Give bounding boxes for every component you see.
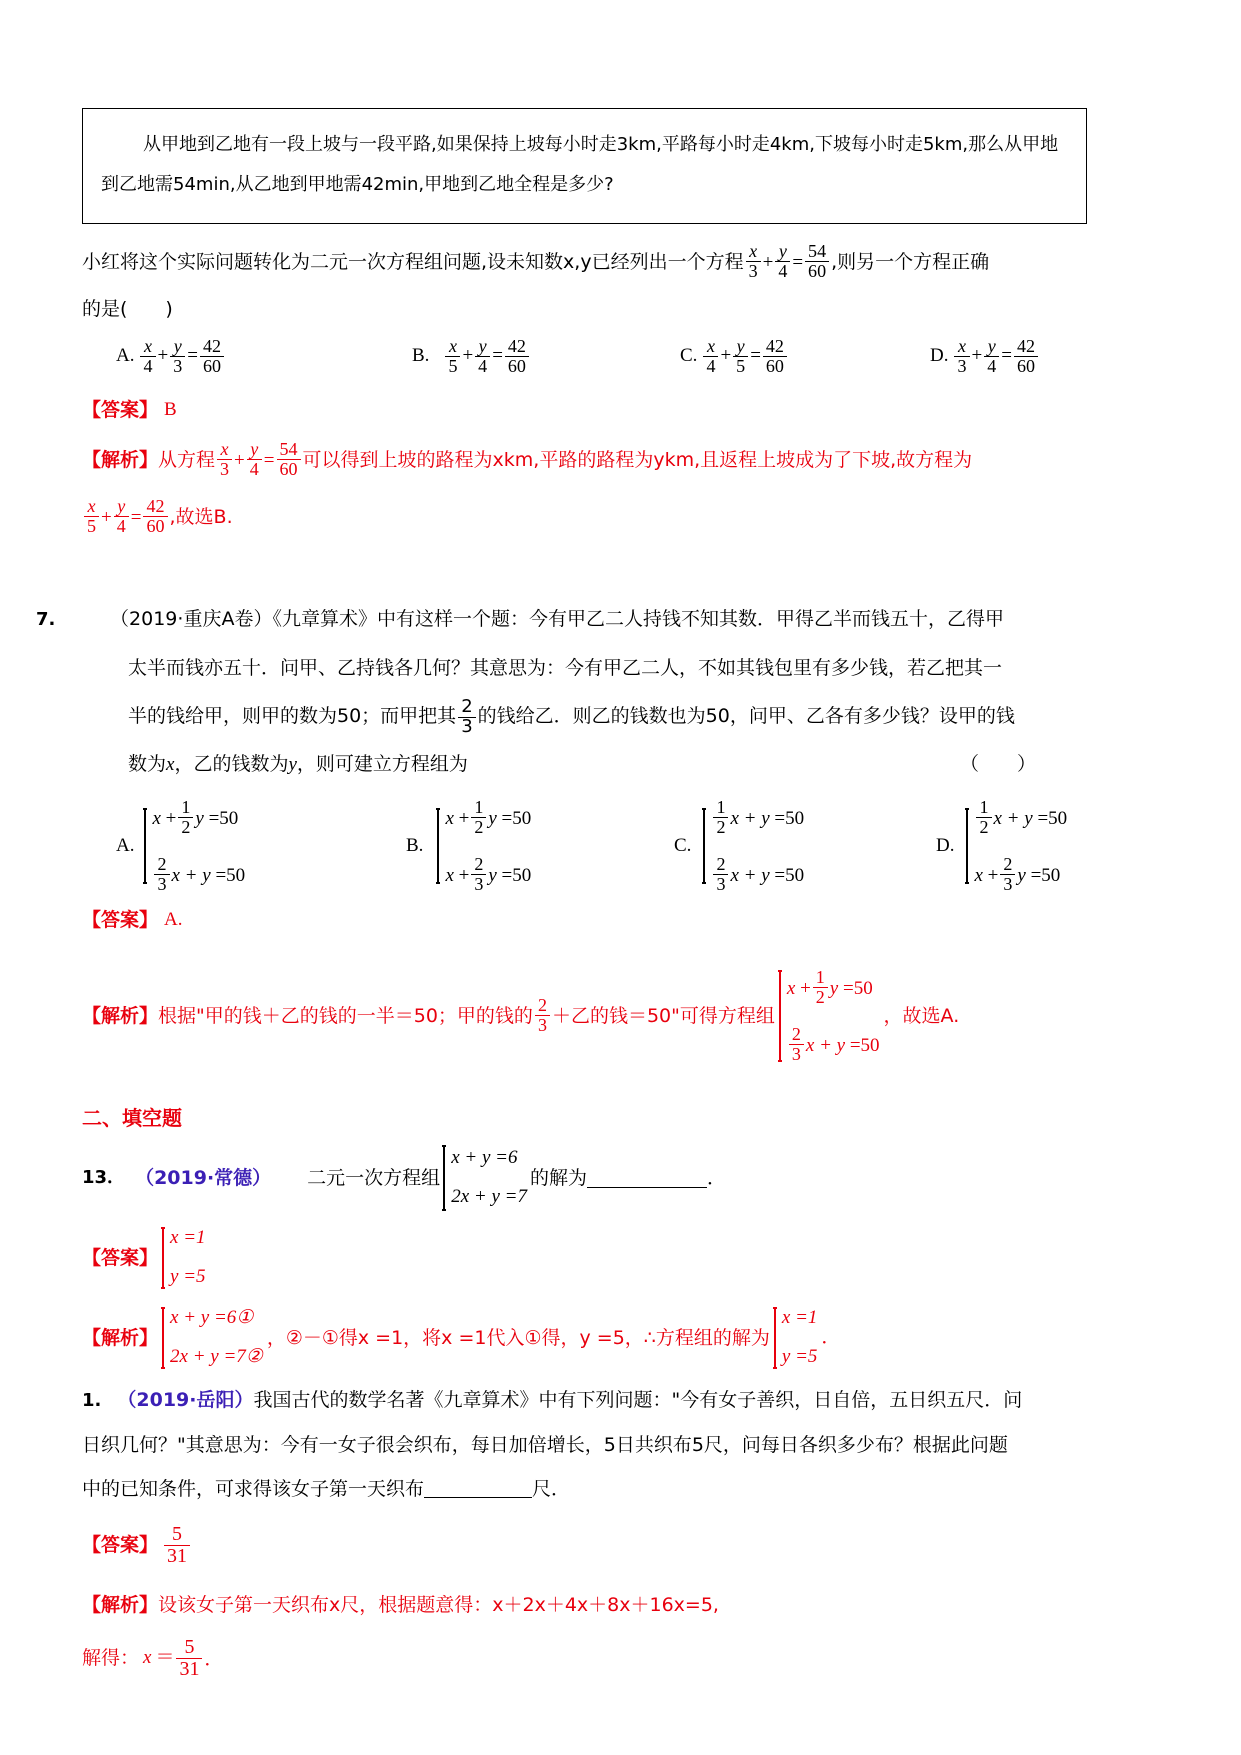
q7-options-row xyxy=(82,797,1162,894)
q7-option-C-system xyxy=(703,797,805,894)
q6-option-B-plus: + xyxy=(462,345,474,367)
boxed-stem-text: 从甲地到乙地有一段上坡与一段平路,如果保持上坡每小时走3km,平路每小时走4km,下坡每小时走5km,那么从甲地到乙地需54min,从乙地到甲地需42min,甲地到乙地全程是多少? xyxy=(101,134,1059,195)
q7-line1: 7. （2019·重庆A卷）《九章算术》中有这样一个题：今有甲乙二人持钱不知其数．甲得乙半而钱五十，乙得甲 xyxy=(36,607,1004,630)
question-1 xyxy=(82,1379,1162,1680)
q6-analysis-frac-y4: $\frac{y}{4}$ xyxy=(247,440,262,479)
q6-lead-plus: + xyxy=(762,252,774,273)
q13-analysis-result-eq2: y =5 xyxy=(781,1345,818,1367)
q13-eq2: 2x + y =7 xyxy=(451,1185,527,1207)
q7-option-A-eq1: x + $\frac{1}{2}$ y =50 xyxy=(152,797,239,837)
q13-line xyxy=(82,1145,1162,1211)
question-13 xyxy=(82,1145,1162,1369)
q6-option-D[interactable] xyxy=(930,337,1040,376)
q1-line2: 日织几何？"其意思为：今有一女子很会织布，每日加倍增长，5日共织布5尺，问每日各织多少布？根据此问题 xyxy=(82,1433,1008,1456)
q1-line3-text-b: 尺． xyxy=(532,1477,571,1500)
q7-var-y: y xyxy=(288,753,297,775)
q6-option-D-frac1: $\frac{x}{3}$ xyxy=(954,337,969,376)
q6-option-B-frac2: $\frac{y}{4}$ xyxy=(475,337,490,376)
q6-analysis-plus1: + xyxy=(234,449,245,471)
q1-analysis-var-x: x xyxy=(143,1647,152,1669)
q1-line3-text-a: 中的已知条件，可求得该女子第一天织布 xyxy=(82,1477,425,1500)
q1-analysis-frac-5-31: $\frac{5}{31}$ xyxy=(176,1637,202,1680)
q7-option-C-brace xyxy=(703,808,705,884)
q13-analysis-brace-1 xyxy=(162,1307,164,1369)
q13-answer-brace xyxy=(162,1227,164,1289)
q6-answer-line xyxy=(82,390,1162,430)
q1-analysis-tag: 【解析】 xyxy=(82,1593,159,1616)
q6-option-C-frac3: $\frac{42}{60}$ xyxy=(763,337,787,376)
q13-answer-line xyxy=(82,1227,1162,1289)
q1-line3 xyxy=(82,1468,1162,1510)
q6-analysis-line1 xyxy=(82,440,1162,481)
q7-analysis-eq1: x + $\frac{1}{2}$ y =50 xyxy=(786,967,873,1007)
q13-answer-system xyxy=(162,1227,206,1289)
q13-number: 13． xyxy=(82,1166,126,1188)
q7-option-C[interactable] xyxy=(674,797,936,894)
q6-option-C-plus: + xyxy=(720,345,732,367)
q1-line1-text: 我国古代的数学名著《九章算术》中有下列问题："今有女子善织，日自倍，五日织五尺．问 xyxy=(253,1388,1023,1411)
q7-line4-text-b: ，乙的钱数为 xyxy=(174,752,289,775)
q7-analysis-text3: ，故选A. xyxy=(883,1004,960,1027)
q13-text-c: ． xyxy=(706,1166,726,1189)
q6-answer-tag: 【答案】 xyxy=(82,398,159,421)
q13-text-a: 二元一次方程组 xyxy=(307,1166,441,1189)
q6-analysis-frac-y4b: $\frac{y}{4}$ xyxy=(114,497,129,536)
q13-answer-eq2: y =5 xyxy=(170,1265,206,1287)
q1-analysis-text1: 设该女子第一天织布x尺，根据题意得：x＋2x＋4x＋8x＋16x=5, xyxy=(158,1593,719,1616)
q7-option-A-brace xyxy=(144,808,146,884)
q6-analysis-tag: 【解析】 xyxy=(82,448,159,471)
q1-number: 1. xyxy=(82,1389,102,1411)
q6-option-A-label: A. xyxy=(116,345,135,367)
q7-analysis-eq2: $\frac{2}{3}$ x + y =50 xyxy=(787,1025,880,1064)
q13-analysis-tail: ． xyxy=(821,1326,841,1348)
q7-line4 xyxy=(82,741,1162,788)
q6-lead-equals: = xyxy=(792,252,804,273)
q6-lead-frac-x3: $\frac{x}{3}$ xyxy=(746,242,761,281)
q6-analysis-frac-x5: $\frac{x}{5}$ xyxy=(84,497,99,536)
q6-option-D-equals: = xyxy=(1001,345,1012,367)
q1-answer-blank[interactable] xyxy=(424,1478,532,1498)
q6-analysis-plus2: + xyxy=(101,506,112,528)
q6-analysis-eq2: = xyxy=(130,506,142,528)
q7-line3-text-b: 的钱给乙．则乙的钱数也为50，问甲、乙各有多少钱？设甲的钱 xyxy=(477,704,1015,727)
q13-answer-blank[interactable] xyxy=(587,1168,707,1188)
q6-option-B-label: B. xyxy=(412,345,430,367)
q7-option-A-eq2: $\frac{2}{3}$ x + y =50 xyxy=(152,855,245,894)
q7-option-A-system xyxy=(144,797,246,894)
q6-analysis-frac-x3: $\frac{x}{3}$ xyxy=(217,440,232,479)
q13-analysis-system-1 xyxy=(162,1307,263,1369)
q6-lead-text1: 小红将这个实际问题转化为二元一次方程组问题,设未知数x,y已经列出一个方程 xyxy=(82,251,744,273)
q1-answer-frac-5-31: $\frac{5}{31}$ xyxy=(164,1524,190,1567)
q6-analysis-text1: 从方程 xyxy=(158,448,216,471)
q13-analysis-brace-2 xyxy=(774,1307,776,1369)
q7-option-B-label: B. xyxy=(406,834,424,856)
q7-line3 xyxy=(82,693,1162,739)
q7-answer-value: A. xyxy=(164,908,183,930)
q7-option-B[interactable] xyxy=(384,797,674,894)
q6-lead-line1 xyxy=(82,240,1162,285)
q6-option-B-equals: = xyxy=(492,345,503,367)
q7-analysis-frac-2-3: $\frac{2}{3}$ xyxy=(535,996,550,1035)
q7-option-C-eq2: $\frac{2}{3}$ x + y =50 xyxy=(711,855,804,894)
q7-analysis-text1: 根据"甲的钱＋乙的钱的一半＝50；甲的钱的 xyxy=(158,1004,533,1027)
q6-option-B[interactable] xyxy=(384,337,680,376)
q6-option-C-label: C. xyxy=(680,345,698,367)
q7-option-D-system xyxy=(966,797,1068,894)
q7-answer-tag: 【答案】 xyxy=(82,908,159,931)
q6-analysis-text2: 可以得到上坡的路程为xkm,平路的路程为ykm,且返程上坡成为了下坡,故方程为 xyxy=(302,448,973,471)
q7-option-C-eq1: $\frac{1}{2}$ x + y =50 xyxy=(711,798,804,837)
q7-option-D-eq1: $\frac{1}{2}$ x + y =50 xyxy=(974,798,1067,837)
q6-analysis-eq1: = xyxy=(263,449,275,471)
q13-eq1: x + y =6 xyxy=(451,1146,518,1168)
q6-analysis-frac-5460: $\frac{54}{60}$ xyxy=(277,440,301,479)
q7-option-D[interactable] xyxy=(936,797,1068,894)
q1-answer-tag: 【答案】 xyxy=(82,1534,159,1557)
q7-analysis-text2: ＋乙的钱＝50"可得方程组 xyxy=(551,1004,775,1027)
q6-option-D-plus: + xyxy=(971,345,983,367)
q7-option-B-eq2: x + $\frac{2}{3}$ y =50 xyxy=(445,853,532,894)
q7-option-D-label: D. xyxy=(936,834,955,856)
q13-source: （2019·常德） xyxy=(135,1166,272,1189)
q6-analysis-text3: ,故选B. xyxy=(169,505,233,528)
q6-options-row xyxy=(82,337,1162,376)
q7-option-A-label: A. xyxy=(116,834,135,856)
q7-option-C-label: C. xyxy=(674,834,692,856)
q6-option-D-frac2: $\frac{y}{4}$ xyxy=(984,337,999,376)
q13-analysis-system-2 xyxy=(774,1307,818,1369)
q1-line1 xyxy=(82,1379,1162,1422)
q6-option-A-frac2: $\frac{y}{3}$ xyxy=(170,337,185,376)
q13-text-b: 的解为 xyxy=(529,1166,587,1189)
q7-line1-text: （2019·重庆A卷）《九章算术》中有这样一个题：今有甲乙二人持钱不知其数．甲得乙半而钱五十，乙得甲 xyxy=(110,607,1004,630)
q13-analysis-eq1: x + y =6① xyxy=(170,1306,254,1328)
q13-answer-tag: 【答案】 xyxy=(82,1246,159,1269)
q6-option-A-frac3: $\frac{42}{60}$ xyxy=(200,337,224,376)
q1-analysis-equals: ＝ xyxy=(155,1647,175,1669)
q7-option-D-eq2: x + $\frac{2}{3}$ y =50 xyxy=(974,853,1061,894)
q1-analysis-dot: ． xyxy=(204,1648,224,1670)
q6-analysis-line2 xyxy=(82,497,1162,538)
q7-line4-text-c: ，则可建立方程组为 xyxy=(296,752,468,775)
q6-option-C-equals: = xyxy=(750,345,761,367)
q7-answer-paren: （ ） xyxy=(959,752,1036,775)
q7-option-A[interactable] xyxy=(82,797,384,894)
q6-option-A-plus: + xyxy=(157,345,169,367)
q6-option-C[interactable] xyxy=(680,337,930,376)
q13-brace xyxy=(443,1145,445,1211)
q13-system xyxy=(443,1145,527,1211)
q6-option-B-frac1: $\frac{x}{5}$ xyxy=(445,337,460,376)
q6-lead-line2: 的是( ) xyxy=(82,298,173,320)
q1-analysis-line1 xyxy=(82,1585,1162,1625)
q1-source: （2019·岳阳） xyxy=(117,1388,254,1411)
q7-analysis-line xyxy=(82,967,1162,1064)
q7-option-B-system xyxy=(437,797,532,894)
q6-option-A-equals: = xyxy=(187,345,198,367)
q7-option-D-brace xyxy=(966,808,968,884)
q7-line3-frac-2-3: $\frac{2}{3}$ xyxy=(458,698,475,737)
q13-analysis-mid-text: ，②－①得x =1，将x =1代入①得，y =5，∴方程组的解为 xyxy=(266,1326,770,1349)
page-content xyxy=(36,108,1162,1680)
q7-answer-line xyxy=(82,900,1162,940)
q7-analysis-brace xyxy=(779,970,781,1062)
q13-analysis-line xyxy=(82,1307,1162,1369)
q1-analysis-line2 xyxy=(82,1637,1162,1680)
q1-analysis-text2-a: 解得： xyxy=(82,1647,140,1670)
q6-option-A[interactable] xyxy=(82,337,384,376)
q6-option-D-label: D. xyxy=(930,345,949,367)
q6-option-C-frac1: $\frac{x}{4}$ xyxy=(703,337,718,376)
q13-analysis-result-eq1: x =1 xyxy=(781,1306,818,1328)
q6-lead-frac-y4: $\frac{y}{4}$ xyxy=(775,242,790,281)
q13-answer-eq1: x =1 xyxy=(170,1226,206,1248)
q6-option-D-frac3: $\frac{42}{60}$ xyxy=(1014,337,1038,376)
q7-option-B-eq1: x + $\frac{1}{2}$ y =50 xyxy=(445,797,532,837)
q6-option-A-frac1: $\frac{x}{4}$ xyxy=(140,337,155,376)
q6-option-C-frac2: $\frac{y}{5}$ xyxy=(733,337,748,376)
q6-lead-frac-5460: $\frac{54}{60}$ xyxy=(805,242,829,281)
q6-analysis-frac-4260: $\frac{42}{60}$ xyxy=(143,497,167,536)
q7-analysis-system xyxy=(779,967,880,1064)
q7-analysis-tag: 【解析】 xyxy=(82,1004,159,1027)
q7-option-B-brace xyxy=(437,808,439,884)
q6-option-B-frac3: $\frac{42}{60}$ xyxy=(505,337,529,376)
q13-analysis-eq2: 2x + y =7② xyxy=(170,1345,263,1367)
section-2-heading: 二、填空题 xyxy=(82,1105,182,1130)
q6-lead-text2: ,则另一个方程正确 xyxy=(831,251,990,273)
q1-answer-line xyxy=(82,1524,1162,1567)
q6-answer-value: B xyxy=(164,398,177,420)
q7-var-x: x xyxy=(166,753,175,775)
question-7 xyxy=(36,596,1162,1064)
q7-line3-text-a: 半的钱给甲，则甲的数为50；而甲把其 xyxy=(128,704,457,727)
q13-analysis-tag: 【解析】 xyxy=(82,1326,159,1349)
q7-line4-text-a: 数为 xyxy=(128,752,167,775)
boxed-problem-stem xyxy=(82,108,1087,224)
q7-line2: 太半而钱亦五十．问甲、乙持钱各几何？其意思为：今有甲乙二人，不如其钱包里有多少钱，若乙把其一 xyxy=(128,656,1003,679)
